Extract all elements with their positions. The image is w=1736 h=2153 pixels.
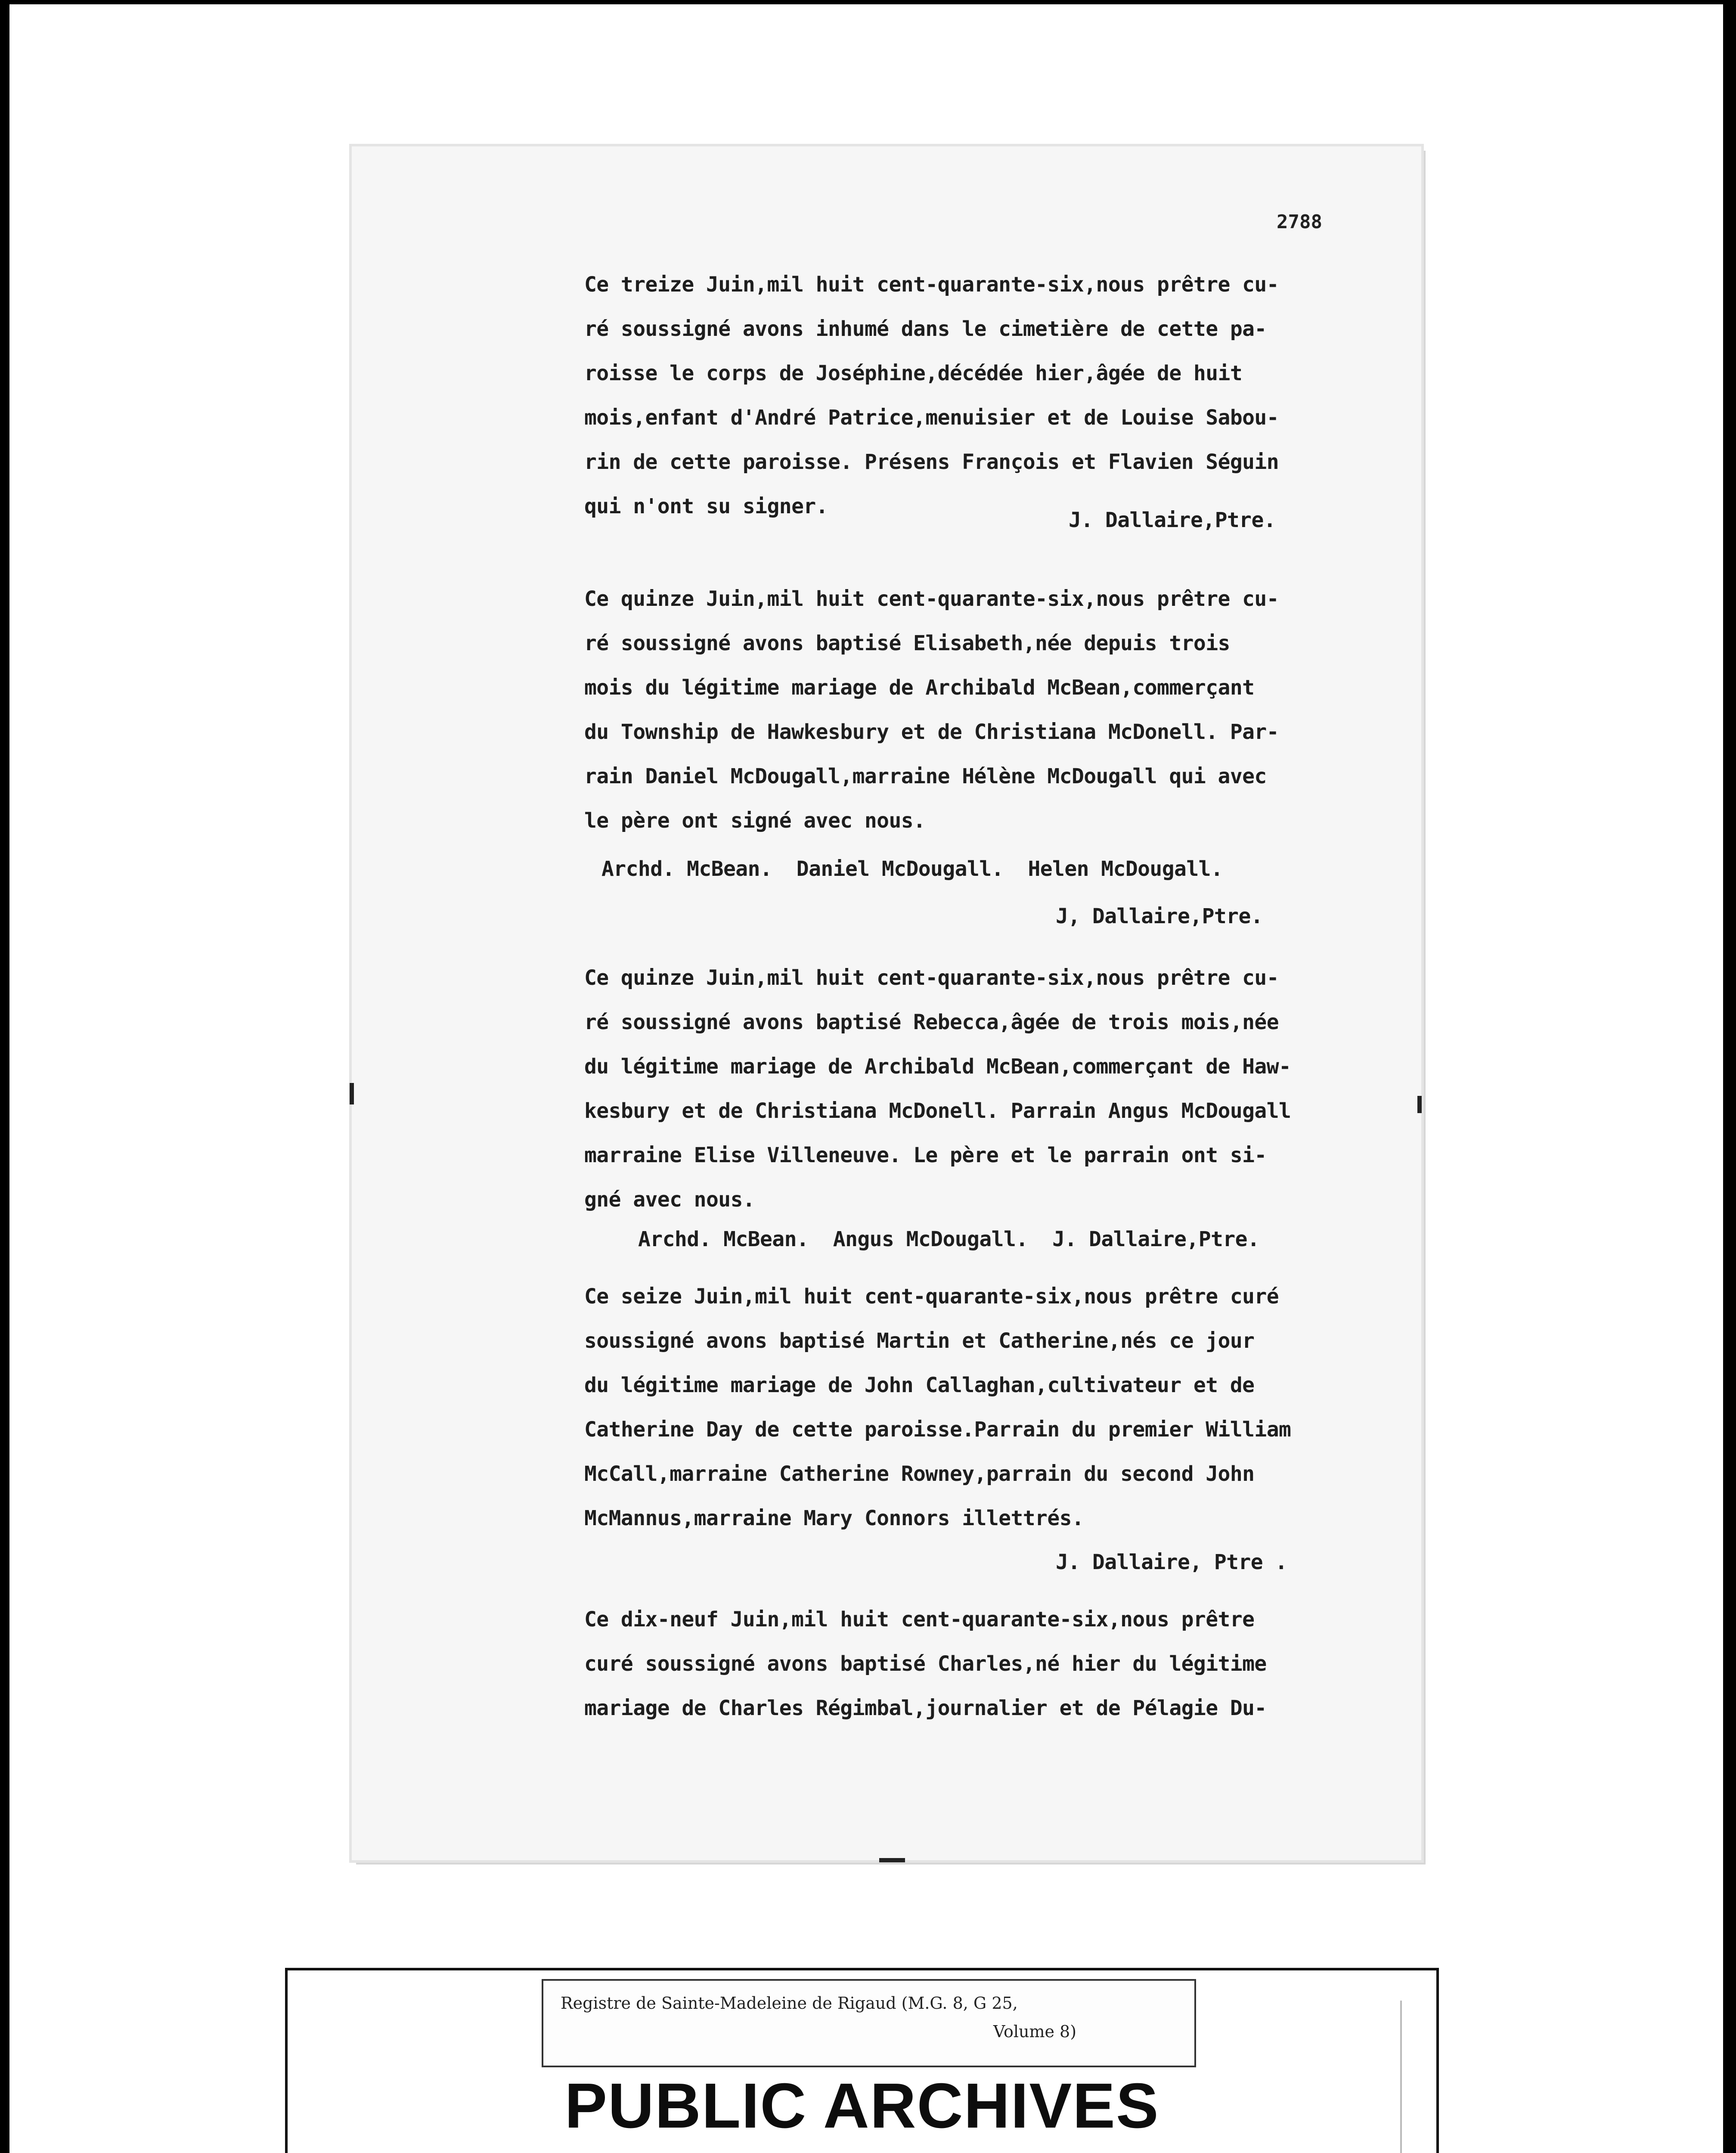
entry-line: roisse le corps de Joséphine,décédée hier,âgée de huit xyxy=(584,361,1243,385)
scan-mark xyxy=(879,1858,905,1862)
entry-line: soussigné avons baptisé Martin et Catherine,nés ce jour xyxy=(584,1329,1255,1353)
register-entry-1 xyxy=(584,263,1342,529)
reference-line-1: Registre de Sainte-Madeleine de Rigaud (M.G. 8, G 25, xyxy=(561,1994,1018,2013)
entry-line: Ce treize Juin,mil huit cent-quarante-six,nous prêtre cu- xyxy=(584,273,1279,297)
register-entry-4 xyxy=(584,1275,1342,1541)
entry-line: du Township de Hawkesbury et de Christiana McDonell. Par- xyxy=(584,720,1279,744)
page-number: 2788 xyxy=(1277,211,1322,233)
entry-line: Ce seize Juin,mil huit cent-quarante-six,nous prêtre curé xyxy=(584,1284,1279,1309)
entry-line: Ce dix-neuf Juin,mil huit cent-quarante-six,nous prêtre xyxy=(584,1607,1255,1632)
reference-slip xyxy=(542,1979,1196,2067)
entry-line: rain Daniel McDougall,marraine Hélène McDougall qui avec xyxy=(584,764,1267,788)
scan-mark xyxy=(1417,1096,1422,1113)
entry-line: du légitime mariage de Archibald McBean,commerçant de Haw- xyxy=(584,1055,1291,1079)
archives-label-card xyxy=(285,1968,1439,2153)
entry-line: Catherine Day de cette paroisse.Parrain du premier William xyxy=(584,1418,1291,1442)
register-page xyxy=(352,146,1421,1860)
entry-line: marraine Elise Villeneuve. Le père et le parrain ont si- xyxy=(584,1143,1267,1167)
register-entry-3 xyxy=(584,956,1342,1222)
witness-signatures: Archd. McBean. Angus McDougall. J. Dallaire,Ptre. xyxy=(638,1227,1260,1251)
entry-line: Ce quinze Juin,mil huit cent-quarante-six,nous prêtre cu- xyxy=(584,587,1279,611)
entry-line: ré soussigné avons inhumé dans le cimetière de cette pa- xyxy=(584,317,1267,341)
scan-mark xyxy=(350,1083,354,1104)
entry-line: McCall,marraine Catherine Rowney,parrain du second John xyxy=(584,1462,1255,1486)
entry-line: ré soussigné avons baptisé Rebecca,âgée de trois mois,née xyxy=(584,1010,1279,1034)
archives-title-english: PUBLIC ARCHIVES xyxy=(564,2070,1159,2141)
entry-line: ré soussigné avons baptisé Elisabeth,née depuis trois xyxy=(584,631,1230,655)
witness-signatures: Archd. McBean. Daniel McDougall. Helen McDougall. xyxy=(601,857,1223,881)
entry-line: McMannus,marraine Mary Connors illettrés. xyxy=(584,1506,1084,1530)
entry-line: Ce quinze Juin,mil huit cent-quarante-six,nous prêtre cu- xyxy=(584,966,1279,990)
entry-line: kesbury et de Christiana McDonell. Parrain Angus McDougall xyxy=(584,1099,1291,1123)
entry-line: curé soussigné avons baptisé Charles,né hier du légitime xyxy=(584,1652,1267,1676)
priest-signature: J. Dallaire, Ptre . xyxy=(1056,1550,1287,1574)
entry-line: rin de cette paroisse. Présens François et Flavien Séguin xyxy=(584,450,1279,474)
register-entry-5 xyxy=(584,1598,1342,1731)
entry-line: du légitime mariage de John Callaghan,cultivateur et de xyxy=(584,1373,1255,1397)
entry-line: mois,enfant d'André Patrice,menuisier et de Louise Sabou- xyxy=(584,406,1279,430)
entry-line: qui n'ont su signer. xyxy=(584,494,828,518)
priest-signature: J. Dallaire,Ptre. xyxy=(1069,508,1276,532)
entry-line: gné avec nous. xyxy=(584,1188,755,1212)
entry-line: mariage de Charles Régimbal,journalier et de Pélagie Du- xyxy=(584,1696,1267,1720)
register-entry-2 xyxy=(584,577,1342,843)
priest-signature: J, Dallaire,Ptre. xyxy=(1056,904,1263,928)
entry-line: mois du légitime mariage de Archibald McBean,commerçant xyxy=(584,676,1255,700)
reference-line-2: Volume 8) xyxy=(993,2022,1077,2041)
entry-line: le père ont signé avec nous. xyxy=(584,809,926,833)
